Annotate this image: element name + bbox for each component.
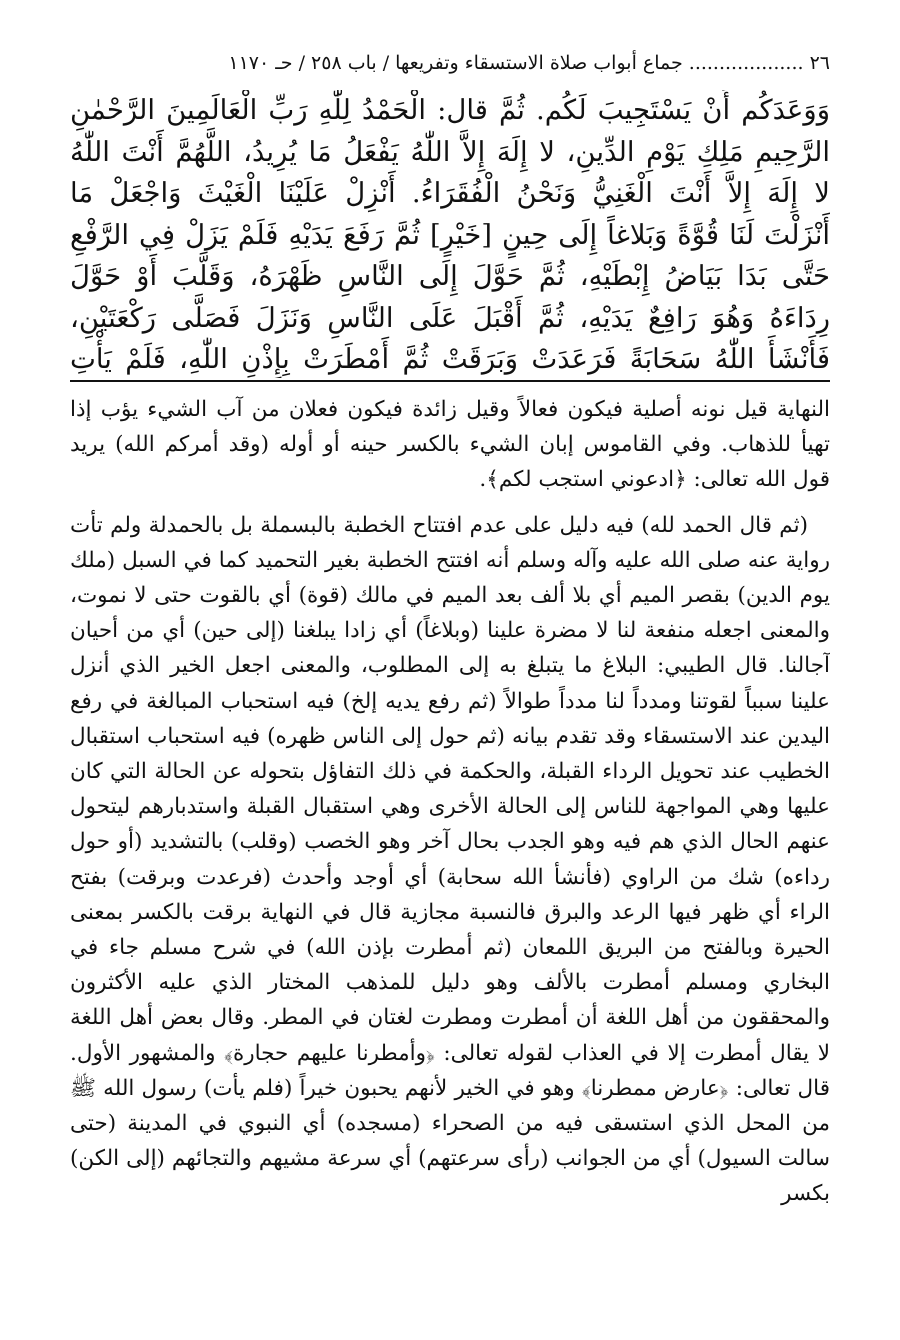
- book-page: [70, 48, 830, 1318]
- footnote-divider: [70, 380, 830, 382]
- running-head: ٢٦ ................... جماع أبواب صلاة الاستسقاء وتفريعها / باب ٢٥٨ / حـ ١١٧٠: [228, 52, 830, 74]
- commentary-paragraph-1: النهاية قيل نونه أصلية فيكون فعالاً وقيل زائدة فيكون فعلان من آب الشيء يؤب إذا تهيأ للذهاب. وفي القاموس إبان الشيء بالكسر حينه أو أوله (وقد أمركم الله) يريد قول الله تعالى: ﴿ادعوني استجب لكم﴾.: [70, 397, 830, 493]
- commentary-paragraph-2: (ثم قال الحمد لله) فيه دليل على عدم افتتاح الخطبة بالبسملة بل بالحمدلة ولم تأت رواية عنه صلى الله عليه وآله وسلم أنه افتتح الخطبة بغير التحميد كما في السبل (ملك يوم الدين) بقصر الميم أي بلا ألف بعد الميم في مالك (قوة) أي بالقوت حتى لا نموت، والمعنى اجعله منفعة لنا لا مضرة علينا (وبلاغاً) أي زادا يبلغنا (إلى حين) أي من أحيان آجالنا. قال الطيبي: البلاغ ما يتبلغ به إلى المطلوب، والمعنى اجعل الخير الذي أنزل علينا سبباً لقوتنا ومدداً لنا مدداً طوالاً (ثم رفع يديه إلخ) فيه استحباب المبالغة في رفع اليدين عند الاستسقاء وقد تقدم بيانه (ثم حول إلى الناس ظهره) فيه استحباب استقبال الخطيب عند تحويل الرداء القبلة، والحكمة في ذلك التفاؤل بتحوله عن الحالة التي كان عليها وهي المواجهة للناس إلى الحالة الأخرى وهي استقبال القبلة واستدبارهم ليتحول عنهم الحال الذي هم فيه وهو الجدب بحال آخر وهو الخصب (وقلب) بالتشديد (أو حول رداءه) شك من الراوي (فأنشأ الله سحابة) أي أوجد وأحدث (فرعدت وبرقت) بفتح الراء أي ظهر فيها الرعد والبرق فالنسبة مجازية قال في النهاية برقت بالكسر بمعنى الحيرة وبالفتح من البريق اللمعان (ثم أمطرت بإذن الله) في شرح مسلم جاء في البخاري ومسلم أمطرت بالألف وهو دليل للمذهب المختار الذي عليه الأكثرون والمحققون من أهل اللغة أن أمطرت ومطرت لغتان في المطر. وقال بعض أهل اللغة لا يقال أمطرت إلا في العذاب لقوله تعالى: ﴿وأمطرنا عليهم حجارة﴾ والمشهور الأول. قال تعالى: ﴿عارض ممطرنا﴾ وهو في الخير لأنهم يحبون خيراً (فلم يأت) رسول الله ﷺ من المحل الذي استسقى فيه من الصحراء (مسجده) أي النبوي في المدينة (حتى سالت السيول) أي من الجوانب (رأى سرعتهم) أي سرعة مشيهم والتجائهم (إلى الكن) بكسر: [70, 512, 830, 1207]
- hadith-text: وَوَعَدَكُم أَنْ يَسْتَجِيبَ لَكُم. ثُمَّ قال: الْحَمْدُ لِلّٰهِ رَبِّ الْعَالَمِينَ الرَّحْمٰنِ الرَّحِيمِ مَلِكِ يَوْمِ الدِّينِ، لا إِلَهَ إِلاَّ اللّٰهُ يَفْعَلُ مَا يُرِيدُ، اللَّهُمَّ أَنْتَ اللّٰهُ لا إِلَهَ إِلاَّ أَنْتَ الْغَنِيُّ وَنَحْنُ الْفُقَرَاءُ. أَنْزِلْ عَلَيْنَا الْغَيْثَ وَاجْعَلْ مَا أَنْزَلْتَ لَنَا قُوَّةً وَبَلاغاً إِلَى حِينٍ [خَيْرٍ] ثُمَّ رَفَعَ يَدَيْهِ فَلَمْ يَزَلْ فِي الرَّفْعِ حَتَّى بَدَا بَيَاضُ إِبْطَيْهِ، ثُمَّ حَوَّلَ إِلَى النَّاسِ ظَهْرَهُ، وَقَلَّبَ أَوْ حَوَّلَ رِدَاءَهُ وَهُوَ رَافِعٌ يَدَيْهِ، ثُمَّ أَقْبَلَ عَلَى النَّاسِ وَنَزَلَ فَصَلَّى رَكْعَتَيْنِ، فَأَنْشَأَ اللّٰهُ سَحَابَةً فَرَعَدَتْ وَبَرَقَتْ ثُمَّ أَمْطَرَتْ بِإِذْنِ اللّٰهِ، فَلَمْ يَأْتِ: [70, 94, 830, 375]
- commentary: [70, 392, 830, 1292]
